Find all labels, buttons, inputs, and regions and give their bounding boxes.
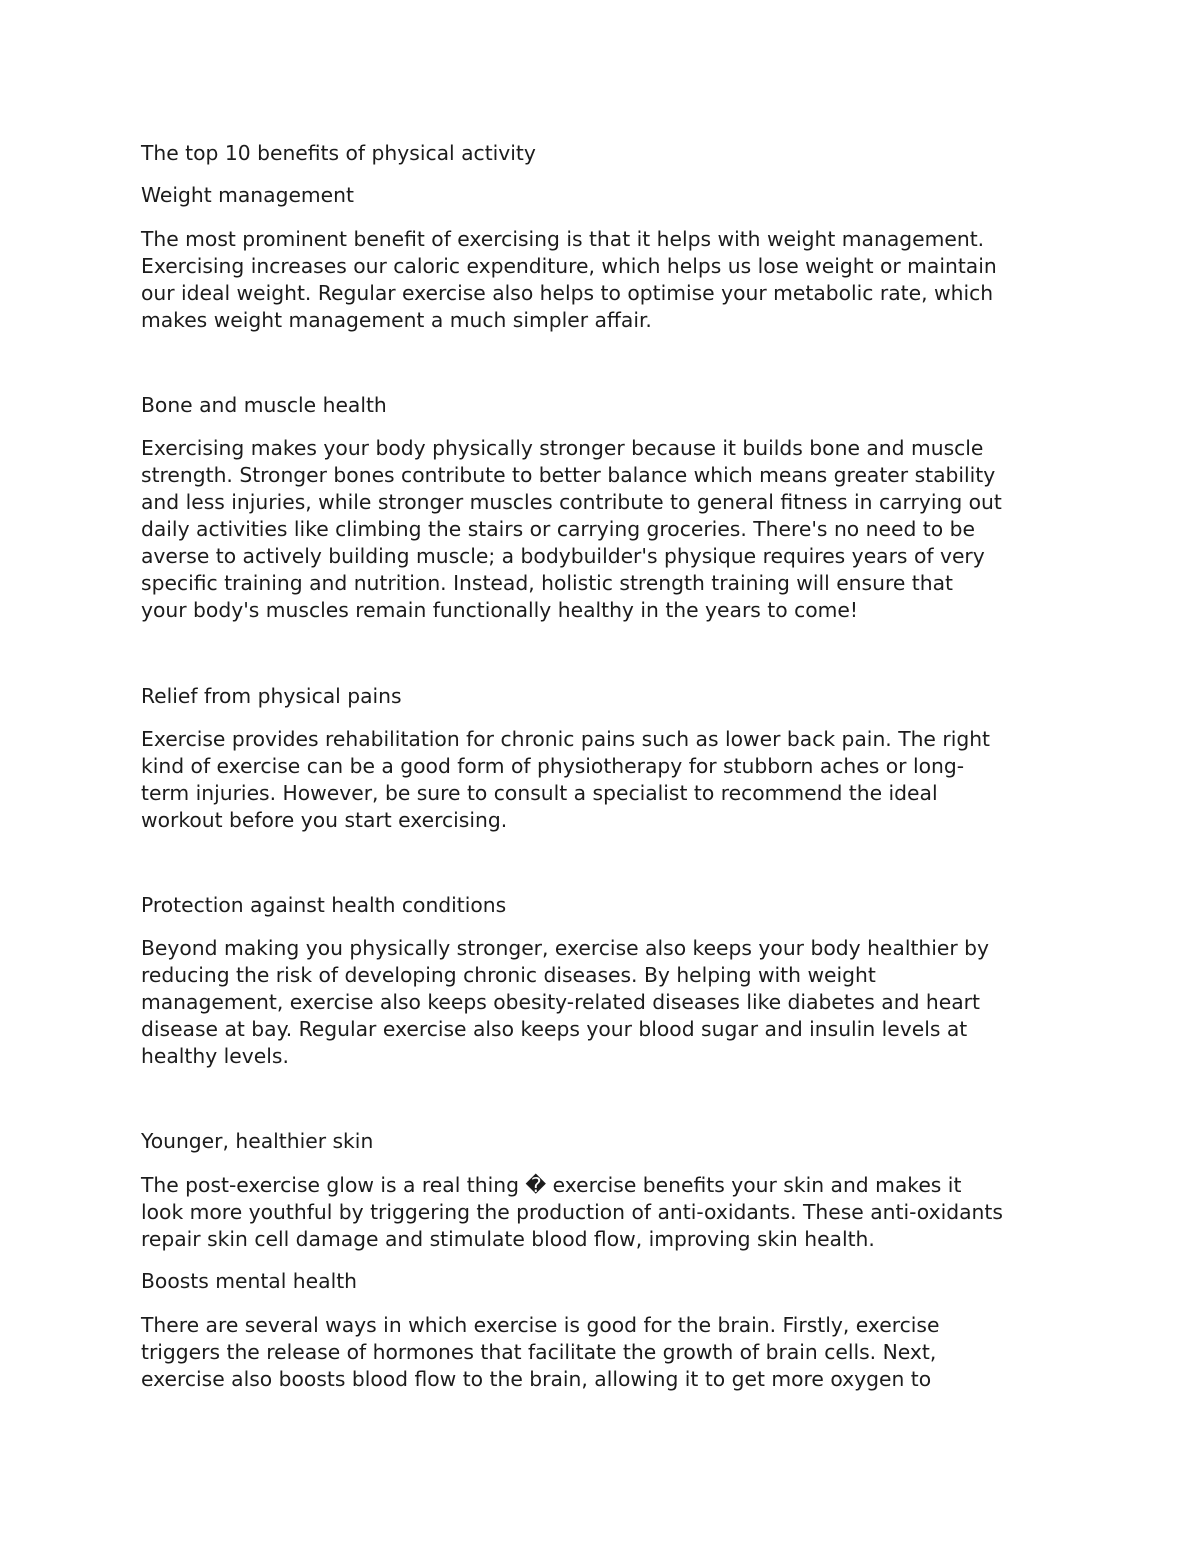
section-body-protection-health-conditions <box>141 935 1071 1070</box>
body-line: specific training and nutrition. Instead, holistic strength training will ensure that <box>141 571 953 595</box>
body-line: reducing the risk of developing chronic diseases. By helping with weight <box>141 963 876 987</box>
body-line: our ideal weight. Regular exercise also helps to optimise your metabolic rate, which <box>141 281 994 305</box>
body-line: healthy levels. <box>141 1044 289 1068</box>
body-line: disease at bay. Regular exercise also keeps your blood sugar and insulin levels at <box>141 1017 968 1041</box>
body-line: look more youthful by triggering the production of anti-oxidants. These anti-oxidants <box>141 1200 1003 1224</box>
body-line: triggers the release of hormones that facilitate the growth of brain cells. Next, <box>141 1340 937 1364</box>
body-line: kind of exercise can be a good form of physiotherapy for stubborn aches or long- <box>141 754 965 778</box>
body-line: workout before you start exercising. <box>141 808 508 832</box>
body-line: management, exercise also keeps obesity-related diseases like diabetes and heart <box>141 990 980 1014</box>
section-body-weight-management <box>141 226 1071 334</box>
section-heading-bone-muscle-health: Bone and muscle health <box>141 393 387 417</box>
body-line: The most prominent benefit of exercising is that it helps with weight management. <box>141 227 985 251</box>
body-line: exercise also boosts blood flow to the brain, allowing it to get more oxygen to <box>141 1367 932 1391</box>
body-line: and less injuries, while stronger muscles contribute to general fitness in carrying out <box>141 490 1002 514</box>
section-heading-mental-health: Boosts mental health <box>141 1269 358 1293</box>
body-line: strength. Stronger bones contribute to better balance which means greater stability <box>141 463 996 487</box>
document-title: The top 10 benefits of physical activity <box>141 141 536 165</box>
section-heading-younger-skin: Younger, healthier skin <box>141 1129 374 1153</box>
body-line: averse to actively building muscle; a bodybuilder's physique requires years of very <box>141 544 985 568</box>
body-line: There are several ways in which exercise is good for the brain. Firstly, exercise <box>141 1313 940 1337</box>
body-line: Exercising increases our caloric expenditure, which helps us lose weight or maintain <box>141 254 997 278</box>
body-line: your body's muscles remain functionally healthy in the years to come! <box>141 598 859 622</box>
body-line: term injuries. However, be sure to consult a specialist to recommend the ideal <box>141 781 938 805</box>
section-body-bone-muscle-health <box>141 435 1071 624</box>
section-heading-protection-health-conditions: Protection against health conditions <box>141 893 507 917</box>
section-heading-relief-physical-pains: Relief from physical pains <box>141 684 402 708</box>
section-body-younger-skin <box>141 1172 1071 1253</box>
section-body-mental-health <box>141 1312 1071 1393</box>
body-line: repair skin cell damage and stimulate blood flow, improving skin health. <box>141 1227 875 1251</box>
section-heading-weight-management: Weight management <box>141 183 354 207</box>
body-line: makes weight management a much simpler affair. <box>141 308 652 332</box>
body-line: Beyond making you physically stronger, exercise also keeps your body healthier by <box>141 936 990 960</box>
body-line: Exercise provides rehabilitation for chronic pains such as lower back pain. The right <box>141 727 991 751</box>
body-line: daily activities like climbing the stairs or carrying groceries. There's no need to be <box>141 517 975 541</box>
body-line: Exercising makes your body physically stronger because it builds bone and muscle <box>141 436 984 460</box>
section-body-relief-physical-pains <box>141 726 1071 834</box>
body-line: The post-exercise glow is a real thing � exercise benefits your skin and makes it <box>141 1173 962 1197</box>
